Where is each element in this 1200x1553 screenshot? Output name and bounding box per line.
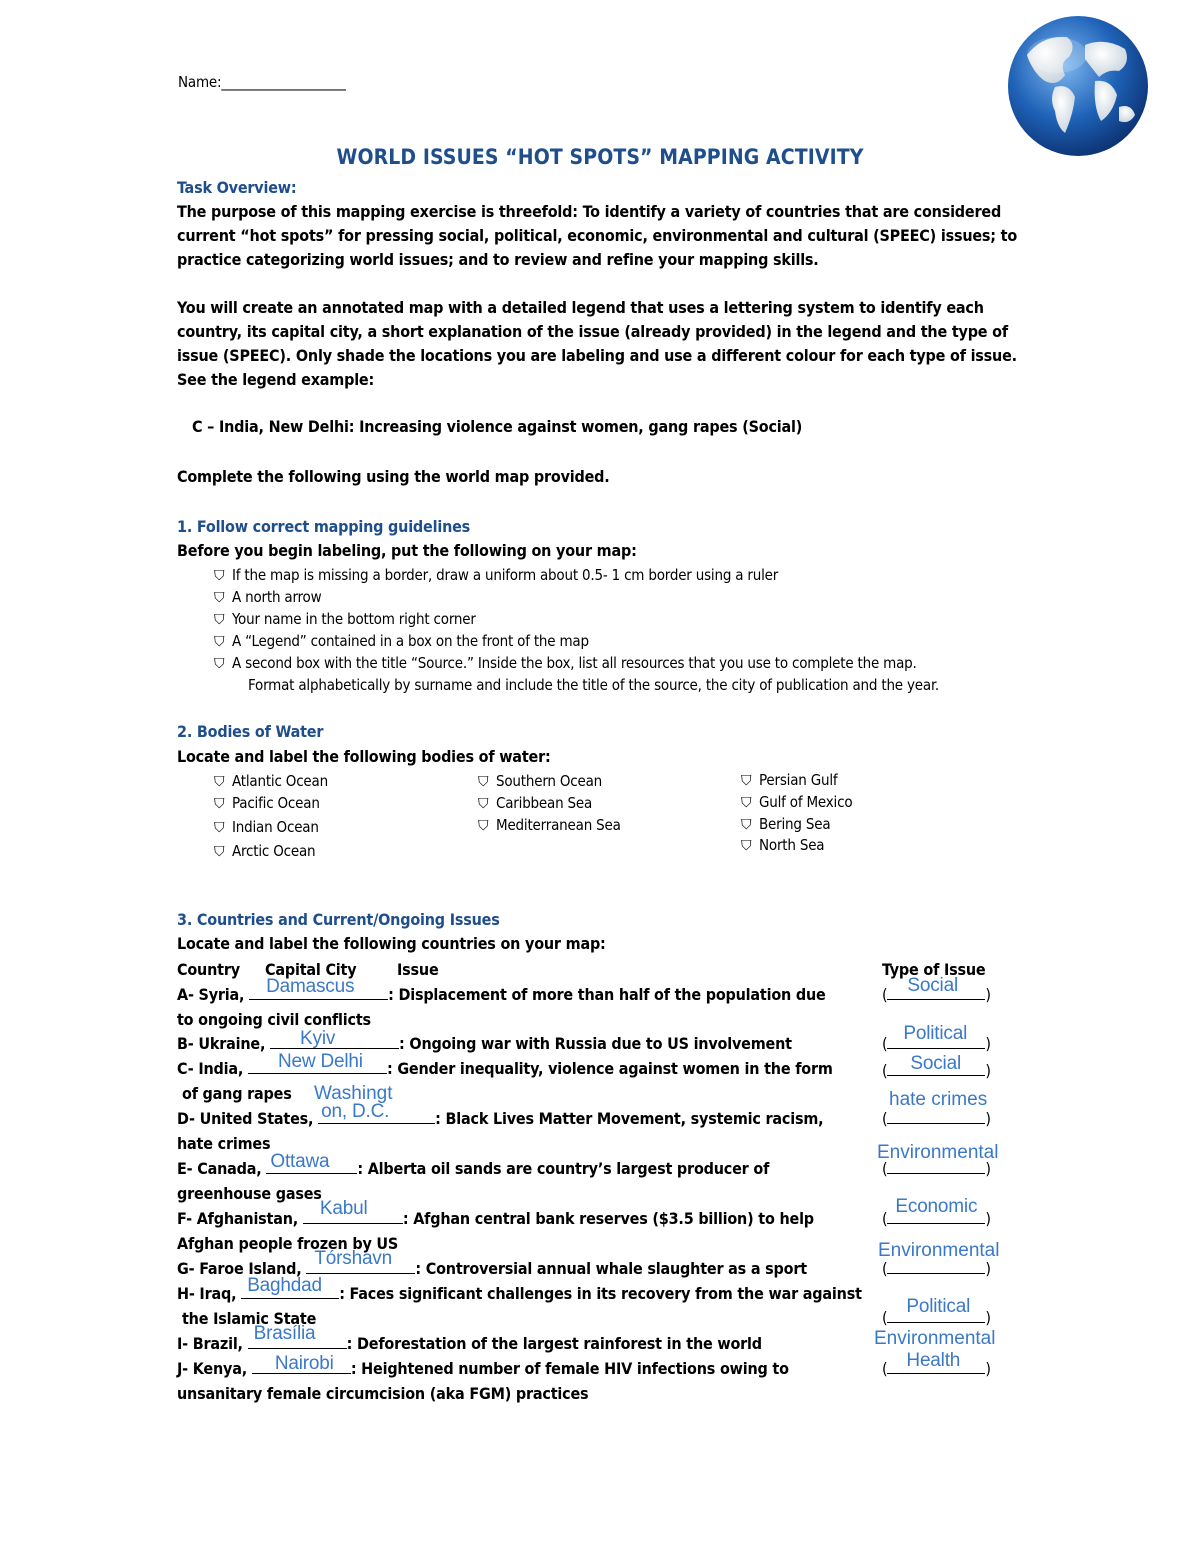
type-answer: Environmental: [877, 1142, 999, 1163]
list-item-label: A north arrow: [232, 588, 322, 606]
shield-bullet-icon: ⛉: [741, 773, 752, 789]
page-title: WORLD ISSUES “HOT SPOTS” MAPPING ACTIVITY: [336, 145, 864, 169]
capital-answer: Brasília: [253, 1323, 316, 1344]
capital-blank[interactable]: [318, 1101, 435, 1124]
country-name: I- Brazil,: [177, 1334, 248, 1353]
water-item: [214, 842, 315, 860]
capital-answer: Ottawa: [270, 1151, 330, 1172]
country-row: [177, 1353, 789, 1378]
overview-line: current “hot spots” for pressing social, political, economic, environmental and cultural (SPEEC) issues; to: [177, 226, 1018, 245]
capital-blank[interactable]: [249, 976, 388, 1000]
capital-blank[interactable]: [266, 1151, 357, 1174]
capital-answer: Kyiv: [300, 1028, 336, 1049]
type-blank[interactable]: ( Social ): [882, 975, 991, 1004]
issue-text: : Faces significant challenges in its recovery from the war against: [339, 1284, 862, 1303]
issue-text: : Deforestation of the largest rainforest in the world: [346, 1334, 762, 1353]
shield-bullet-icon: ⛉: [478, 818, 489, 834]
water-item: [741, 836, 824, 854]
water-label: Persian Gulf: [759, 771, 838, 789]
list-item: [214, 588, 321, 606]
list-item-continuation: Format alphabetically by surname and include the title of the source, the city of publication and the year.: [248, 676, 940, 694]
overview-line: country, its capital city, a short explanation of the issue (already provided) in the legend and the type of: [177, 322, 1008, 341]
type-answer: Environmental: [878, 1240, 1000, 1261]
capital-blank[interactable]: [252, 1353, 351, 1374]
shield-bullet-icon: ⛉: [214, 844, 225, 860]
type-blank[interactable]: ( ): [882, 1259, 991, 1278]
type-blank[interactable]: ( Political ): [882, 1023, 991, 1053]
type-blank[interactable]: ( Political ): [882, 1296, 991, 1327]
type-blank[interactable]: ( ): [882, 1159, 991, 1178]
country-row: [177, 1051, 833, 1078]
issue-continuation: hate crimes: [177, 1134, 271, 1153]
type-answer: Health: [906, 1350, 961, 1371]
issue-text: : Black Lives Matter Movement, systemic racism,: [435, 1109, 824, 1128]
section3-intro: Locate and label the following countries on your map:: [177, 934, 606, 953]
type-blank[interactable]: ( Economic ): [882, 1196, 991, 1228]
col-header-issue: Issue: [397, 960, 439, 979]
country-name: A- Syria,: [177, 985, 250, 1004]
shield-bullet-icon: ⛉: [214, 568, 225, 584]
issue-text: : Heightened number of female HIV infections owing to: [350, 1359, 789, 1378]
shield-bullet-icon: ⛉: [214, 656, 225, 672]
type-blank[interactable]: ( Health ): [882, 1350, 991, 1378]
country-name: J- Kenya,: [177, 1359, 252, 1378]
capital-answer: Nairobi: [274, 1353, 334, 1374]
list-item: [214, 632, 589, 650]
shield-bullet-icon: ⛉: [214, 796, 225, 812]
type-answer: Economic: [895, 1196, 978, 1217]
water-item: [741, 793, 852, 811]
list-item-label: A “Legend” contained in a box on the front of the map: [232, 632, 589, 650]
capital-answer: Baghdad: [247, 1275, 322, 1296]
water-label: Mediterranean Sea: [496, 816, 621, 834]
issue-continuation: of gang rapes: [182, 1084, 292, 1103]
issue-text: : Displacement of more than half of the population due: [388, 985, 826, 1004]
issue-continuation: to ongoing civil conflicts: [177, 1010, 371, 1029]
capital-answer: on, D.C.: [321, 1101, 390, 1122]
water-item: [478, 772, 602, 790]
water-label: Caribbean Sea: [496, 794, 593, 812]
water-item: [214, 794, 320, 812]
issue-continuation: Afghan people frozen by US: [177, 1234, 399, 1253]
shield-bullet-icon: ⛉: [214, 820, 225, 836]
capital-blank[interactable]: [303, 1198, 403, 1224]
type-blank[interactable]: ( ): [882, 1109, 991, 1128]
issue-continuation: the Islamic State: [182, 1309, 317, 1328]
capital-blank[interactable]: [248, 1323, 347, 1349]
col-header-capital: Capital City: [265, 960, 357, 979]
list-item-label: A second box with the title “Source.” Inside the box, list all resources that you use to complete the map.: [232, 654, 917, 672]
overview-line: The purpose of this mapping exercise is threefold: To identify a variety of countries that are considered: [177, 202, 1002, 221]
country-name: E- Canada,: [177, 1159, 267, 1178]
overview-heading: Task Overview:: [177, 178, 297, 197]
water-label: Gulf of Mexico: [759, 793, 853, 811]
water-label: Pacific Ocean: [232, 794, 320, 812]
type-answer: hate crimes: [889, 1089, 988, 1110]
type-answer: Political: [903, 1023, 968, 1044]
water-item: [478, 816, 621, 834]
water-label: Atlantic Ocean: [232, 772, 328, 790]
country-row: [177, 1151, 770, 1178]
country-row: [177, 976, 826, 1004]
overview-line: See the legend example:: [177, 370, 375, 389]
capital-answer: Tórshavn: [314, 1248, 392, 1269]
list-item: [214, 654, 917, 672]
issue-text: : Gender inequality, violence against women in the form: [386, 1059, 833, 1078]
issue-continuation: greenhouse gases: [177, 1184, 322, 1203]
capital-blank[interactable]: [248, 1051, 387, 1074]
water-label: North Sea: [759, 836, 825, 854]
legend-example: C – India, New Delhi: Increasing violence against women, gang rapes (Social): [192, 417, 803, 436]
section1-heading: 1. Follow correct mapping guidelines: [177, 517, 471, 536]
shield-bullet-icon: ⛉: [214, 590, 225, 606]
capital-answer: New Delhi: [277, 1051, 363, 1072]
name-field[interactable]: Name:___________________: [178, 73, 346, 91]
country-name: D- United States,: [177, 1109, 319, 1128]
col-header-type: Type of Issue: [882, 960, 986, 979]
globe-logo: [1007, 15, 1149, 157]
section3-heading: 3. Countries and Current/Ongoing Issues: [177, 910, 500, 929]
shield-bullet-icon: ⛉: [741, 795, 752, 811]
country-row: [177, 1275, 862, 1303]
shield-bullet-icon: ⛉: [741, 838, 752, 854]
issue-text: : Ongoing war with Russia due to US involvement: [399, 1034, 792, 1053]
section2-intro: Locate and label the following bodies of water:: [177, 747, 551, 766]
list-item-label: If the map is missing a border, draw a uniform about 0.5- 1 cm border using a ruler: [232, 566, 779, 584]
type-answer: Social: [907, 975, 958, 996]
capital-blank[interactable]: [306, 1248, 415, 1274]
list-item-label: Your name in the bottom right corner: [232, 610, 476, 628]
shield-bullet-icon: ⛉: [741, 817, 752, 833]
issue-text: : Alberta oil sands are country’s largest producer of: [357, 1159, 770, 1178]
type-answer: Environmental: [874, 1328, 996, 1349]
type-blank[interactable]: ( Social ): [882, 1053, 991, 1080]
water-label: Bering Sea: [759, 815, 831, 833]
water-label: Arctic Ocean: [232, 842, 316, 860]
country-name: H- Iraq,: [177, 1284, 242, 1303]
shield-bullet-icon: ⛉: [478, 796, 489, 812]
issue-text: : Controversial annual whale slaughter as a sport: [415, 1259, 807, 1278]
water-item: [478, 794, 592, 812]
type-answer: Political: [906, 1296, 971, 1317]
instruction: Complete the following using the world map provided.: [177, 467, 610, 486]
capital-answer-line1: Washingt: [314, 1083, 393, 1104]
shield-bullet-icon: ⛉: [478, 774, 489, 790]
country-row: [177, 1198, 814, 1228]
overview-line: issue (SPEEC). Only shade the locations you are labeling and use a different colour for each type of issue.: [177, 346, 1017, 365]
section2-heading: 2. Bodies of Water: [177, 722, 324, 741]
country-name: B- Ukraine,: [177, 1034, 271, 1053]
water-item: [214, 772, 328, 790]
country-row: [177, 1323, 762, 1353]
overview-line: You will create an annotated map with a detailed legend that uses a lettering system to identify each: [177, 298, 984, 317]
section1-intro: Before you begin labeling, put the following on your map:: [177, 541, 637, 560]
water-item: [741, 771, 837, 789]
col-header-country: Country: [177, 960, 240, 979]
list-item: [214, 610, 476, 628]
issue-text: : Afghan central bank reserves ($3.5 billion) to help: [402, 1209, 814, 1228]
capital-answer: Kabul: [319, 1198, 368, 1219]
issue-continuation: unsanitary female circumcision (aka FGM) practices: [177, 1384, 589, 1403]
type-answer: Social: [910, 1053, 961, 1074]
country-row: [177, 1028, 792, 1053]
overview-line: practice categorizing world issues; and to review and refine your mapping skills.: [177, 250, 819, 269]
shield-bullet-icon: ⛉: [214, 774, 225, 790]
water-item: [741, 815, 830, 833]
capital-answer: Damascus: [266, 976, 355, 997]
water-item: [214, 818, 319, 836]
country-row: [177, 1101, 824, 1128]
water-label: Southern Ocean: [496, 772, 603, 790]
water-label: Indian Ocean: [232, 818, 319, 836]
country-name: F- Afghanistan,: [177, 1209, 303, 1228]
list-item: [214, 566, 778, 584]
country-name: C- India,: [177, 1059, 248, 1078]
shield-bullet-icon: ⛉: [214, 612, 225, 628]
country-name: G- Faroe Island,: [177, 1259, 307, 1278]
capital-blank[interactable]: [241, 1275, 339, 1299]
capital-blank[interactable]: [270, 1028, 399, 1049]
shield-bullet-icon: ⛉: [214, 634, 225, 650]
